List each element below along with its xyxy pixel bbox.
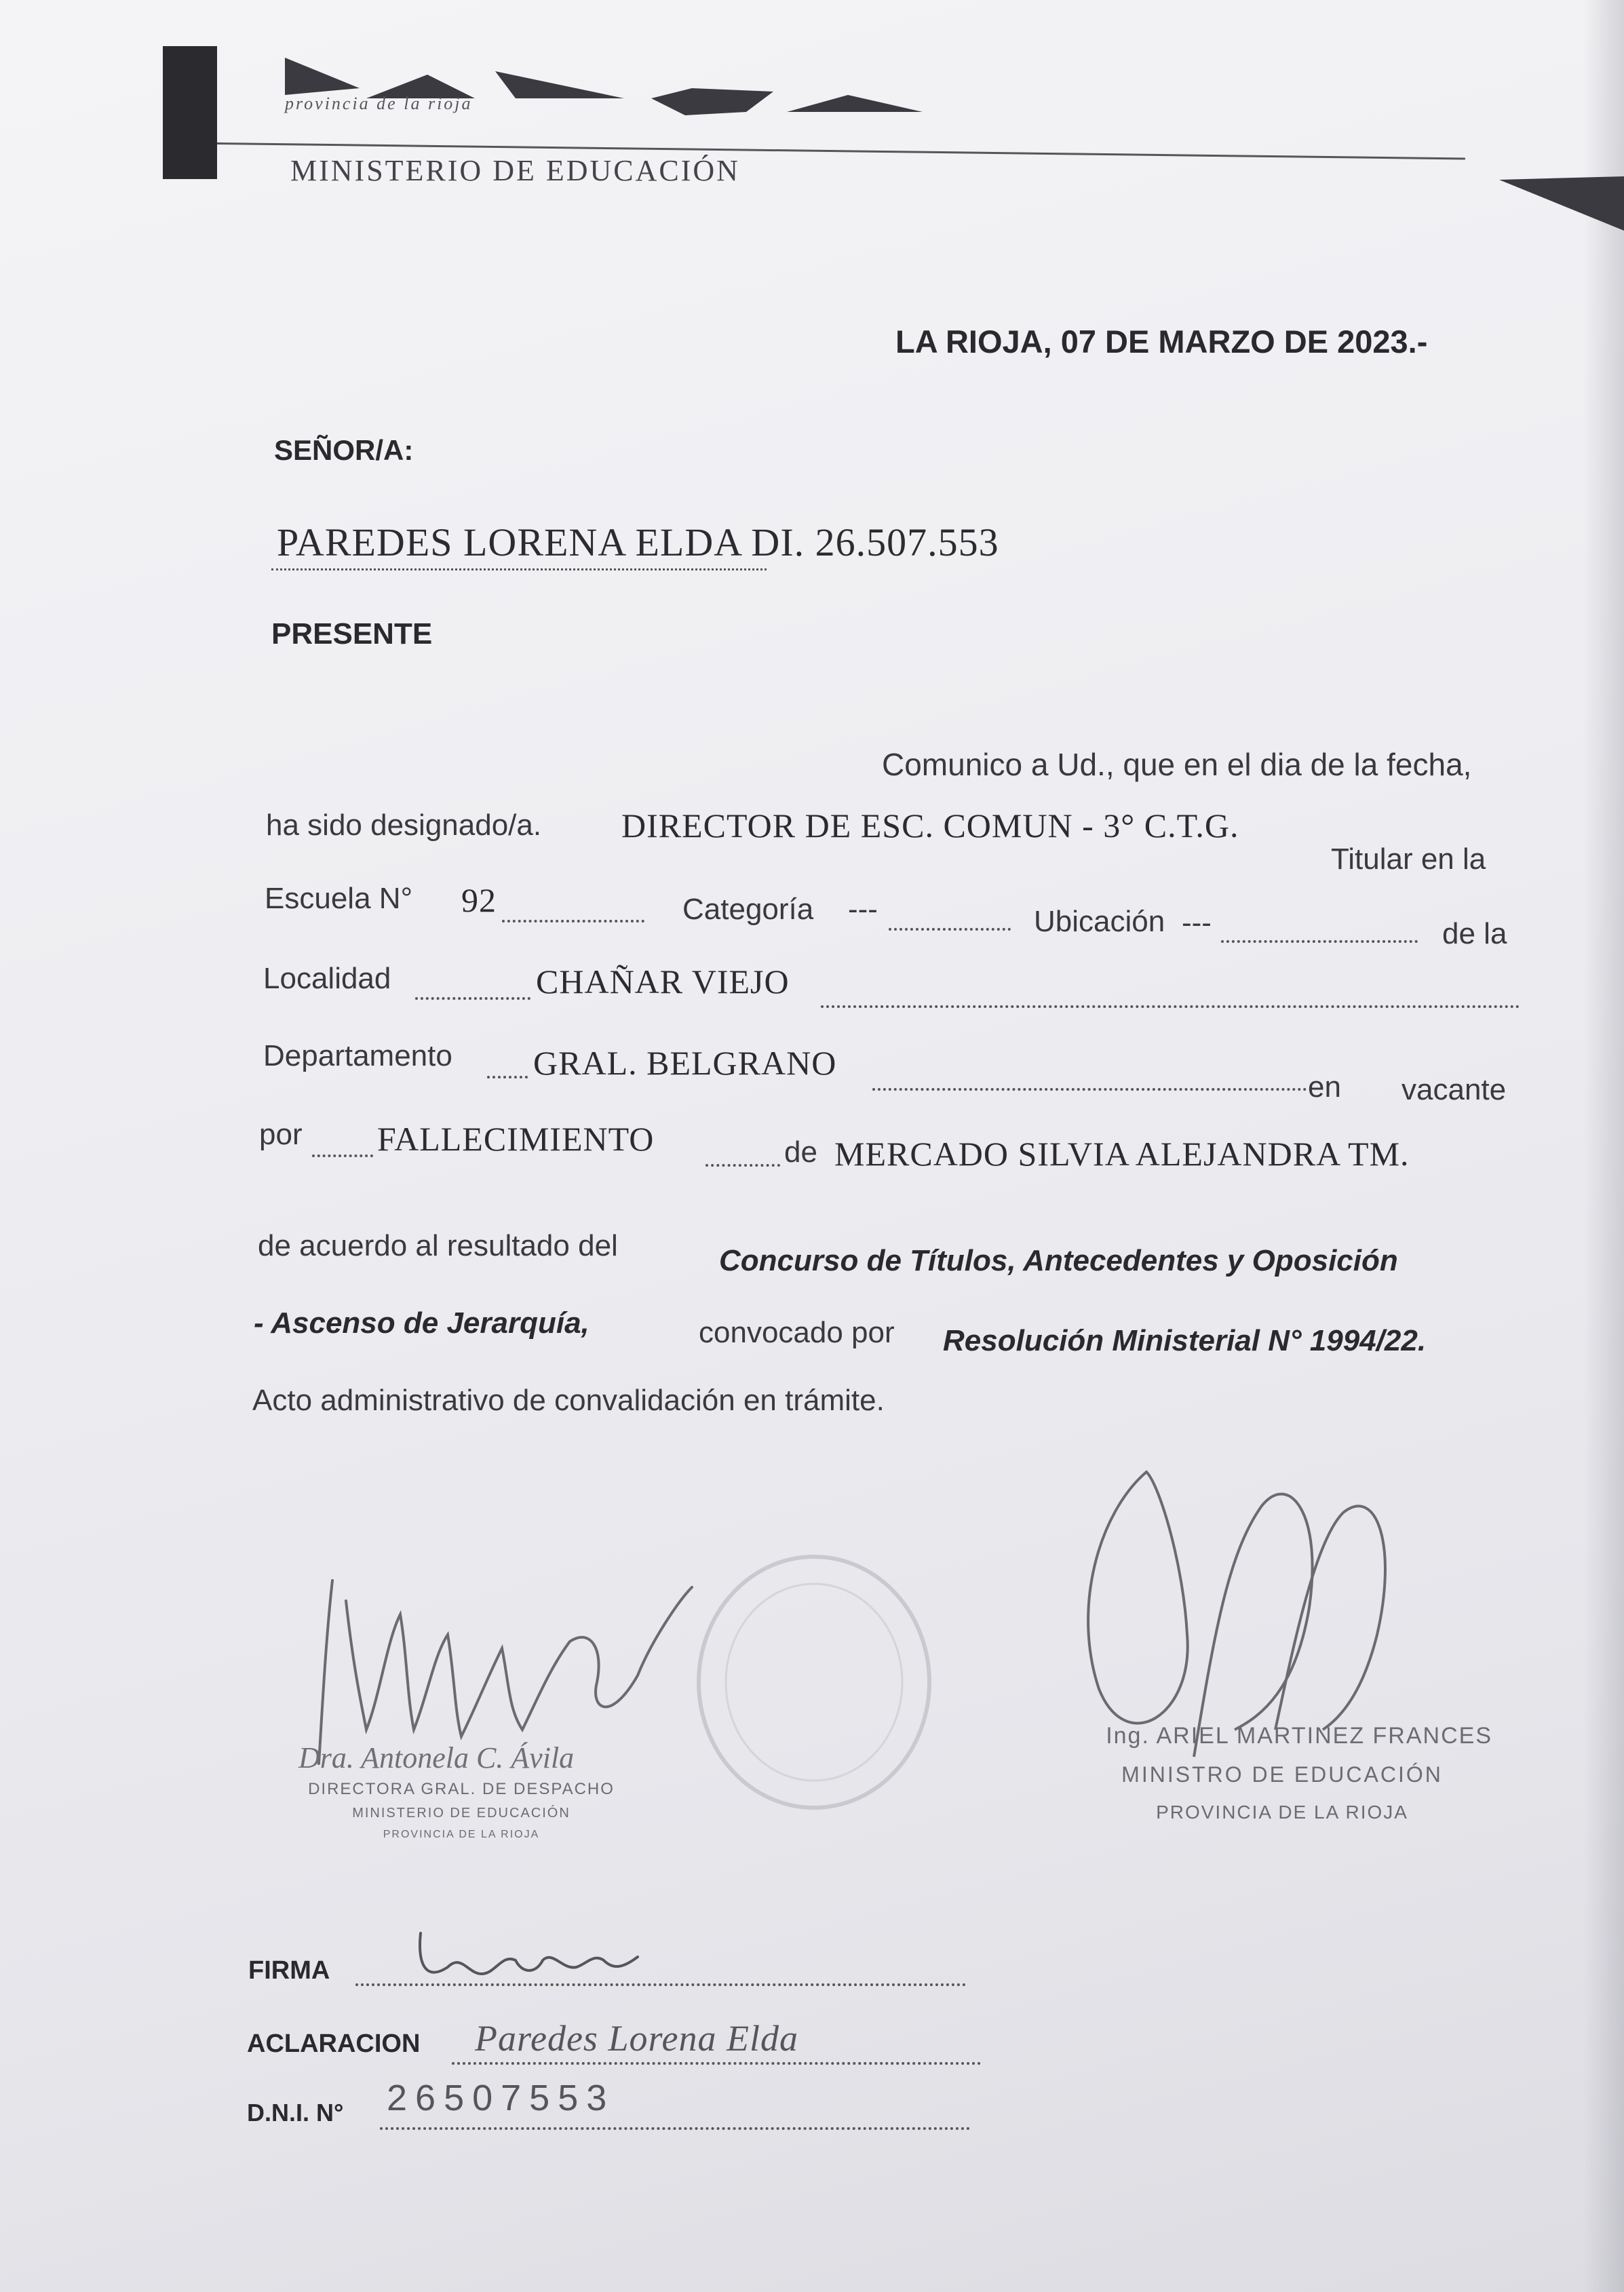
date-line: LA RIOJA, 07 DE MARZO DE 2023.- — [895, 324, 1428, 360]
convocado-label: convocado por — [699, 1316, 895, 1349]
presente-label: PRESENTE — [271, 617, 433, 650]
ubicacion-dots — [1221, 940, 1418, 943]
concurso-title: Concurso de Títulos, Antecedentes y Oposición — [719, 1244, 1398, 1277]
ascenso-label: - Ascenso de Jerarquía, — [254, 1306, 589, 1340]
recipient-underline — [271, 568, 767, 570]
por-label: por — [259, 1118, 303, 1151]
de-label: de — [784, 1135, 817, 1169]
designado-prefix: ha sido designado/a. — [266, 809, 542, 842]
paper-edge-shadow — [1583, 0, 1624, 2292]
localidad-dots-1 — [415, 997, 530, 1000]
departamento-label: Departamento — [263, 1039, 452, 1072]
right-handwritten-signature — [1058, 1431, 1411, 1770]
escuela-label: Escuela N° — [265, 882, 413, 915]
right-signatory-name: Ing. ARIEL MARTINEZ FRANCES — [1106, 1723, 1492, 1749]
localidad-label: Localidad — [263, 962, 391, 995]
left-signatory-ministry: MINISTERIO DE EDUCACIÓN — [352, 1806, 571, 1821]
cargo-value: DIRECTOR DE ESC. COMUN - 3° C.T.G. — [621, 807, 1239, 844]
departamento-dots-2 — [872, 1088, 1307, 1091]
categoria-dots — [889, 928, 1011, 931]
recipient-signature-scribble — [407, 1906, 651, 1994]
categoria-value: --- — [848, 893, 878, 926]
header-corner-shape — [1499, 176, 1624, 231]
por-value: FALLECIMIENTO — [377, 1120, 655, 1158]
por-dots-1 — [312, 1154, 373, 1157]
dni-line — [380, 2127, 970, 2130]
body-opening: Comunico a Ud., que en el dia de la fecha, — [882, 747, 1472, 782]
logo-brand-text: provincia de la rioja — [285, 94, 473, 113]
acuerdo-prefix: de acuerdo al resultado del — [258, 1229, 618, 1262]
ministry-name: MINISTERIO DE EDUCACIÓN — [290, 154, 740, 187]
en-label: en — [1308, 1070, 1341, 1104]
de-la-label: de la — [1442, 917, 1507, 950]
left-signatory-title: DIRECTORA GRAL. DE DESPACHO — [308, 1780, 615, 1798]
acto-administrativo: Acto administrativo de convalidación en trámite. — [252, 1384, 885, 1417]
localidad-dots-2 — [821, 1005, 1520, 1008]
official-seal-stamp — [685, 1547, 943, 1818]
province-logo — [271, 47, 936, 136]
dni-label: D.N.I. N° — [247, 2099, 344, 2126]
recipient-name: PAREDES LORENA ELDA DI. 26.507.553 — [277, 520, 999, 564]
de-value: MERCADO SILVIA ALEJANDRA TM. — [834, 1135, 1410, 1173]
right-signatory-title: MINISTRO DE EDUCACIÓN — [1121, 1762, 1443, 1787]
ubicacion-label: Ubicación — [1034, 905, 1165, 938]
escuela-number: 92 — [461, 881, 497, 919]
departamento-value: GRAL. BELGRANO — [533, 1044, 837, 1082]
left-signatory-name: Dra. Antonela C. Ávila — [298, 1741, 575, 1774]
header-bar — [163, 46, 217, 179]
aclaracion-line — [452, 2062, 981, 2065]
titular-label: Titular en la — [1331, 842, 1486, 876]
right-signatory-province: PROVINCIA DE LA RIOJA — [1156, 1802, 1408, 1823]
ubicacion-value: --- — [1182, 906, 1212, 939]
localidad-value: CHAÑAR VIEJO — [536, 963, 790, 1001]
resolucion-label: Resolución Ministerial N° 1994/22. — [943, 1324, 1427, 1357]
salutation: SEÑOR/A: — [274, 434, 414, 466]
aclaracion-value: Paredes Lorena Elda — [475, 2018, 798, 2059]
dni-value: 26507553 — [387, 2078, 615, 2118]
departamento-dots-1 — [487, 1076, 528, 1079]
vacante-label: vacante — [1401, 1073, 1507, 1106]
categoria-label: Categoría — [682, 893, 814, 926]
escuela-dots — [502, 920, 644, 922]
left-signatory-province: PROVINCIA DE LA RIOJA — [383, 1829, 540, 1840]
aclaracion-label: ACLARACION — [247, 2029, 421, 2058]
firma-label: FIRMA — [248, 1956, 330, 1985]
por-dots-2 — [705, 1164, 780, 1167]
